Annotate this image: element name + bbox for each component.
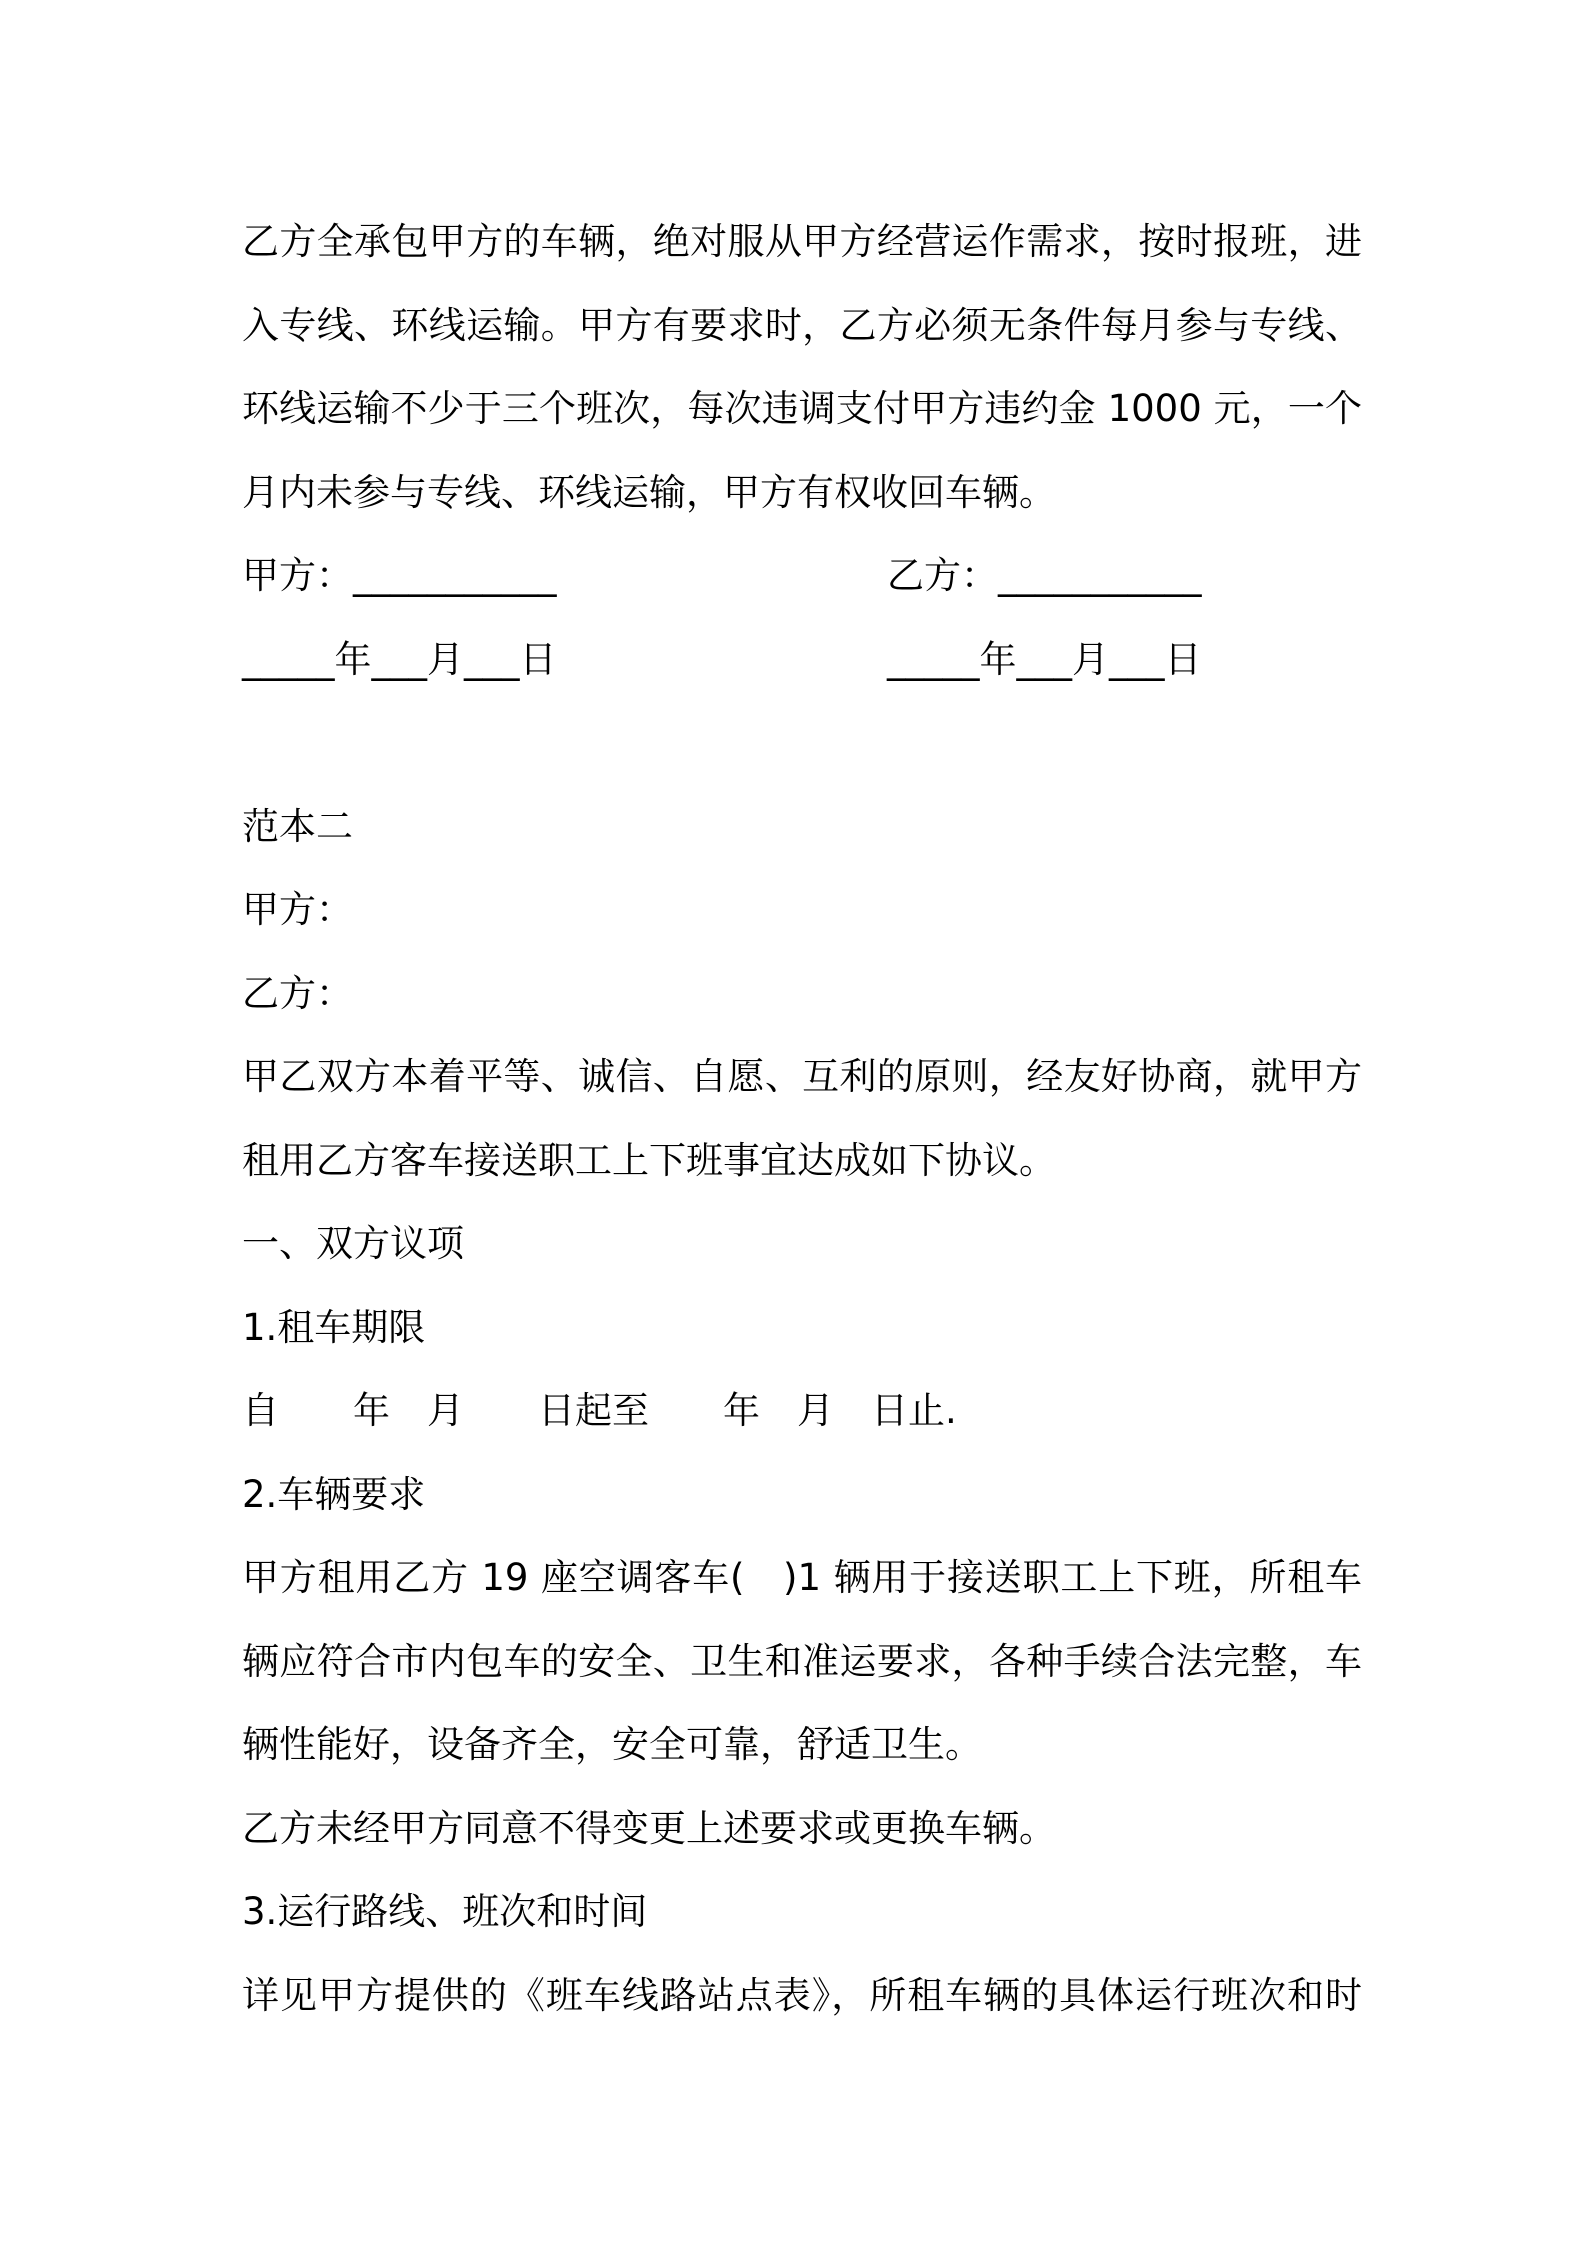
party-b-date: _____年___月___日: [887, 637, 1202, 681]
party-b-signature: 乙方：___________: [887, 554, 1202, 597]
party-a-field: 甲方：: [242, 888, 353, 931]
party-a-date: _____年___月___日: [242, 637, 557, 681]
party-a-signature: 甲方：___________: [242, 554, 557, 597]
paragraph-line: 入专线、环线运输。甲方有要求时，乙方必须无条件每月参与专线、: [242, 303, 1362, 347]
section-title: 范本二: [242, 804, 353, 848]
item-3-line: 详见甲方提供的《班车线路站点表》，所租车辆的具体运行班次和时: [242, 1973, 1362, 2017]
party-b-field: 乙方：: [242, 971, 353, 1015]
spacer: [242, 701, 1362, 785]
paragraph-line: 月内未参与专线、环线运输，甲方有权收回车辆。: [242, 470, 1056, 514]
document-body: [242, 200, 1362, 2037]
intro-line: 甲乙双方本着平等、诚信、自愿、互利的原则，经友好协商，就甲方: [242, 1055, 1362, 1098]
item-3-title: 3.运行路线、班次和时间: [242, 1890, 648, 1933]
paragraph-line: 环线运输不少于三个班次，每次违调支付甲方违约金 1000 元，一个: [242, 387, 1362, 430]
item-2-title: 2.车辆要求: [242, 1472, 426, 1516]
heading-one: 一、双方议项: [242, 1222, 464, 1265]
intro-line: 租用乙方客车接送职工上下班事宜达成如下协议。: [242, 1138, 1056, 1182]
date-row: [242, 618, 1362, 702]
item-2-line: 甲方租用乙方 19 座空调客车( )1 辆用于接送职工上下班，所租车: [242, 1556, 1362, 1599]
paragraph-line: 乙方全承包甲方的车辆，绝对服从甲方经营运作需求，按时报班，进: [242, 220, 1362, 263]
item-1-title: 1.租车期限: [242, 1305, 426, 1349]
item-2-note: 乙方未经甲方同意不得变更上述要求或更换车辆。: [242, 1806, 1056, 1850]
item-2-line: 辆性能好，设备齐全，安全可靠，舒适卫生。: [242, 1723, 982, 1766]
item-1-text: 自 年 月 日起至 年 月 日止.: [242, 1389, 957, 1432]
item-2-line: 辆应符合市内包车的安全、卫生和准运要求，各种手续合法完整，车: [242, 1639, 1362, 1683]
signature-row: [242, 534, 1362, 618]
